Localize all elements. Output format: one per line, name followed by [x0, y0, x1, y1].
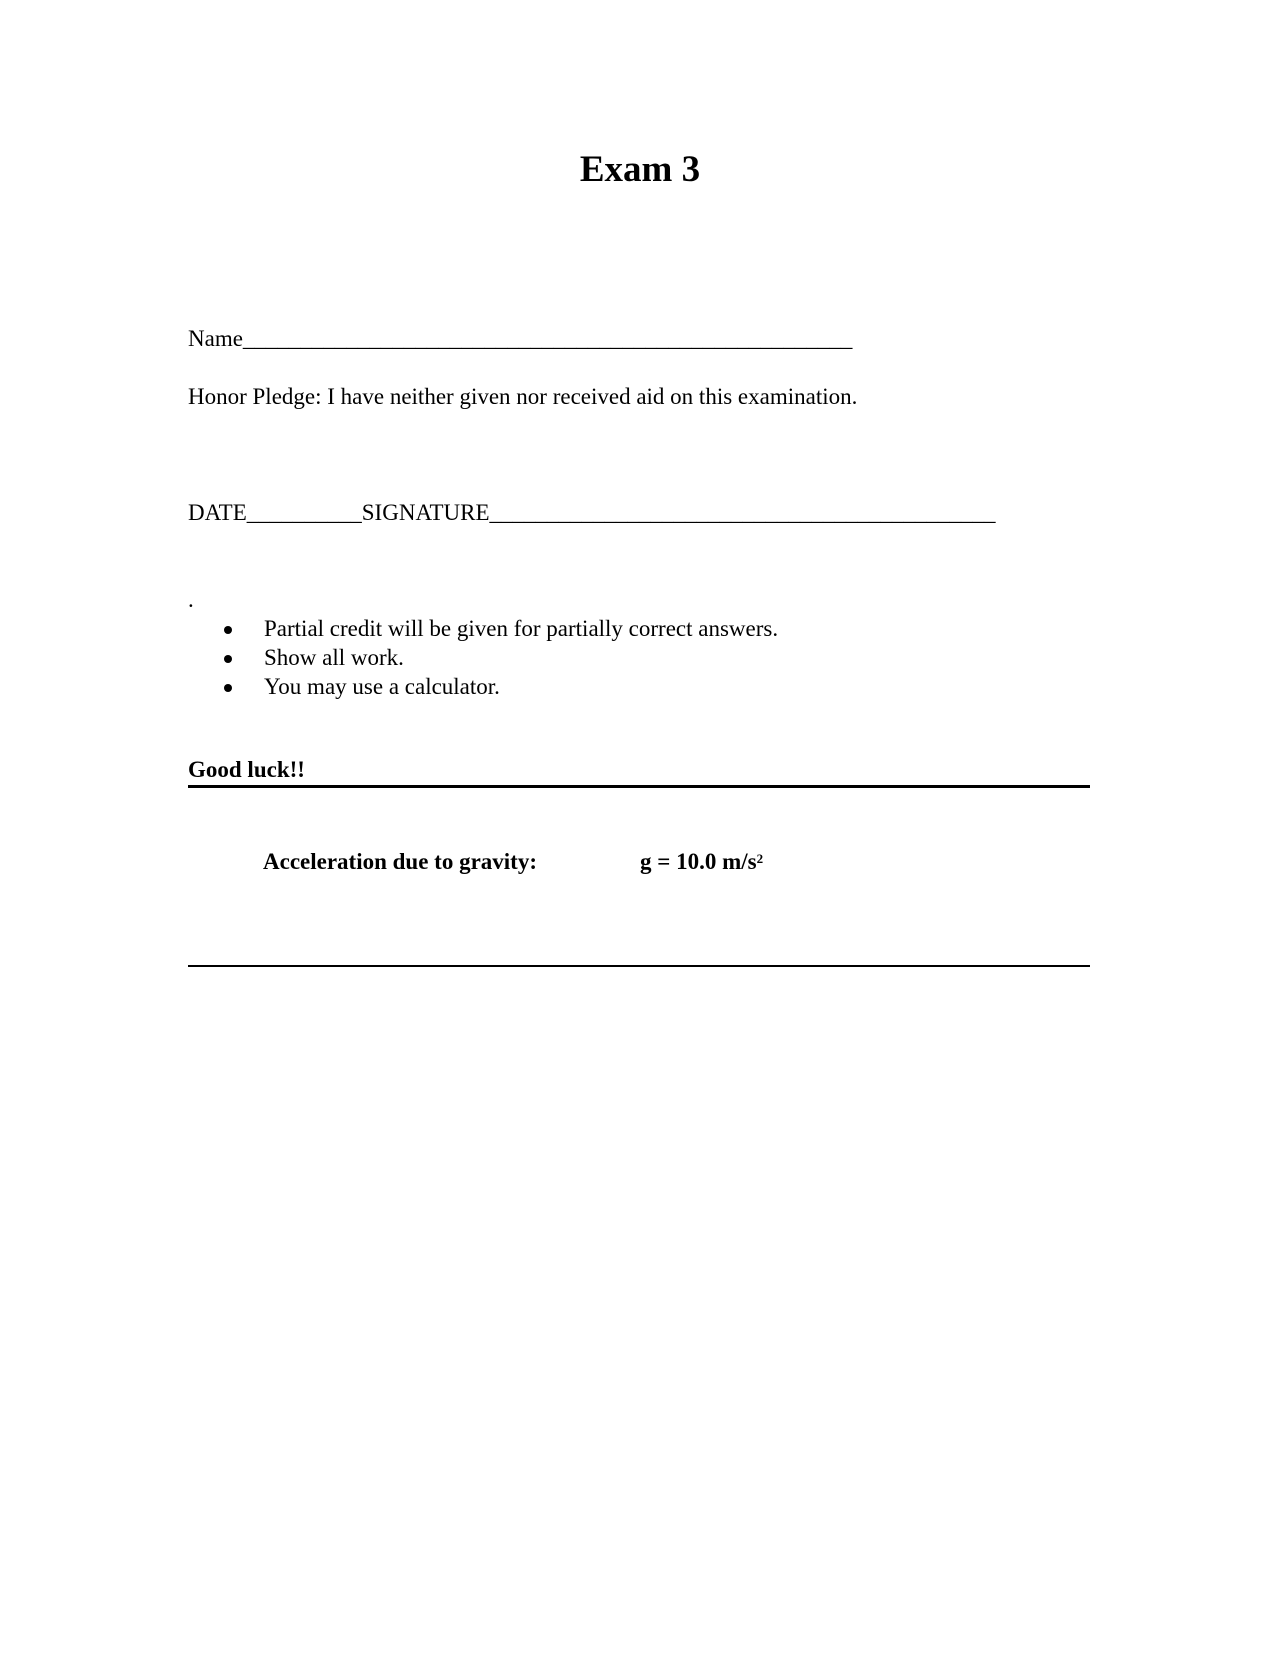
instruction-item	[222, 643, 778, 672]
bullet-icon	[224, 626, 232, 634]
name-field[interactable]: Name_____________________________________________________	[188, 326, 853, 351]
section-divider-bottom	[188, 965, 1090, 967]
instruction-text: Partial credit will be given for partially correct answers.	[264, 616, 779, 641]
gravity-value-text: g = 10.0 m/s	[640, 849, 757, 874]
bullet-icon	[224, 655, 232, 663]
gravity-value	[640, 848, 763, 876]
exam-title: Exam 3	[579, 149, 701, 190]
instruction-item	[222, 614, 778, 643]
instruction-item	[222, 672, 778, 701]
period-mark: .	[188, 587, 194, 612]
instructions-list	[222, 614, 778, 701]
gravity-exponent: 2	[756, 851, 764, 866]
gravity-label: Acceleration due to gravity:	[263, 849, 538, 874]
honor-pledge-text: Honor Pledge: I have neither given nor received aid on this examination.	[188, 384, 858, 409]
instruction-text: Show all work.	[264, 645, 404, 670]
good-luck-text: Good luck!!	[188, 757, 305, 782]
section-divider-top	[188, 785, 1090, 788]
date-signature-field[interactable]: DATE__________SIGNATURE____________________________________________	[188, 500, 996, 525]
bullet-icon	[224, 684, 232, 692]
instruction-text: You may use a calculator.	[264, 674, 500, 699]
